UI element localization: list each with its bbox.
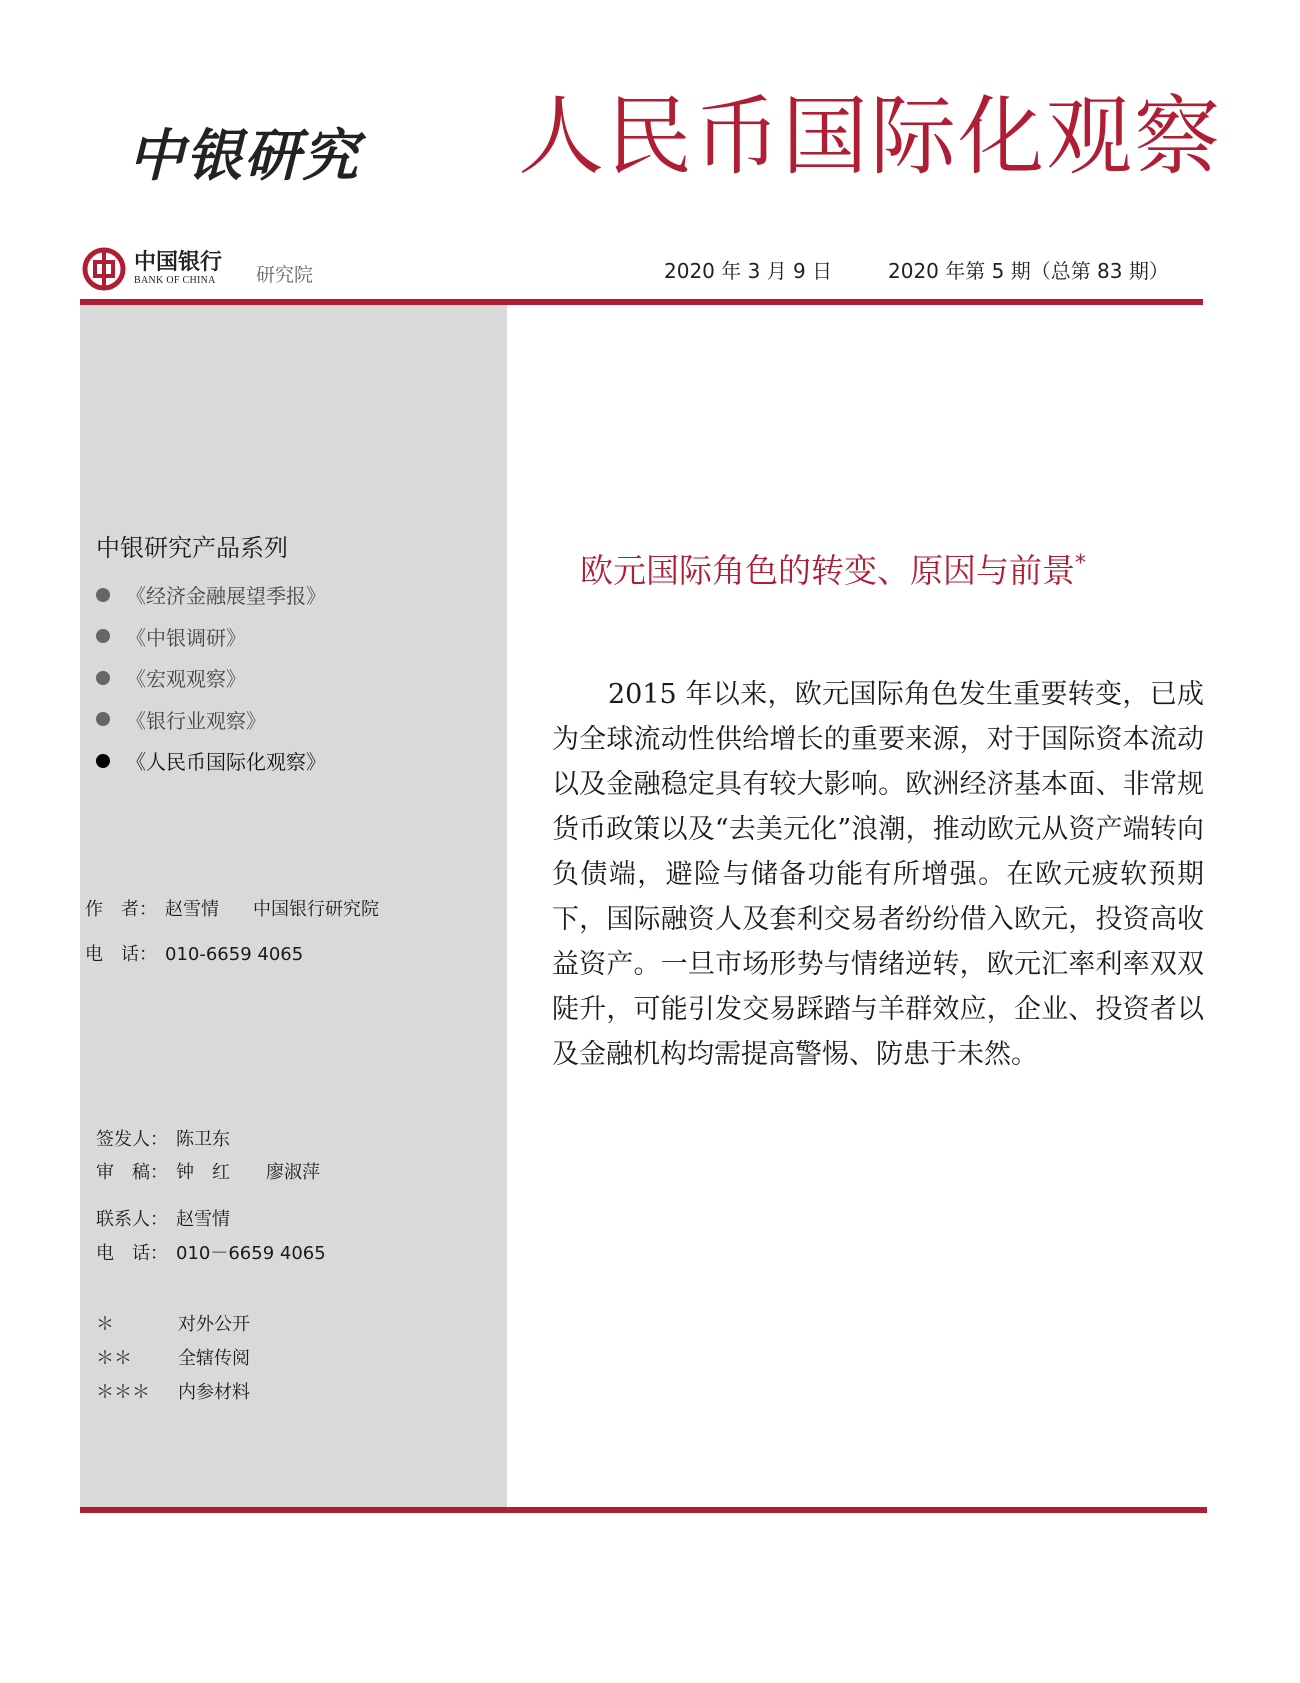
boc-emblem-icon — [82, 247, 126, 291]
series-heading: 中银研究产品系列 — [96, 534, 288, 562]
classification-label: 对外公开 — [178, 1314, 250, 1335]
classification-label: 内参材料 — [178, 1382, 250, 1403]
series-item[interactable] — [96, 657, 326, 699]
series-item-label: 《中银调研》 — [126, 625, 246, 650]
series-list — [96, 574, 326, 782]
article-abstract: 2015 年以来，欧元国际角色发生重要转变，已成为全球流动性供给增长的重要来源，对于国际资本流动以及金融稳定具有较大影响。欧洲经济基本面、非常规货币政策以及“去美元化”浪潮，推动欧元从资产端转向负债端，避险与储备功能有所增强。在欧元疲软预期下，国际融资人及套利交易者纷纷借入欧元，投资高收益资产。一旦市场形势与情绪逆转，欧元汇率利率双双陡升，可能引发交易踩踏与羊群效应，企业、投资者以及金融机构均需提高警惕、防患于未然。 — [552, 679, 1204, 1070]
article-title — [580, 545, 1086, 592]
reviewer-line — [96, 1158, 320, 1184]
classification-row — [96, 1378, 250, 1412]
bullet-icon — [96, 588, 110, 602]
institute-label: 研究院 — [256, 264, 314, 286]
article-title-text: 欧元国际角色的转变、原因与前景 — [580, 551, 1075, 590]
bottom-divider — [80, 1507, 1207, 1513]
bullet-icon — [96, 671, 110, 685]
author-phone: 010-6659 4065 — [165, 944, 304, 965]
reviewer-label: 审 稿： — [96, 1162, 168, 1183]
author-name: 赵雪情 — [165, 899, 219, 920]
classification-label: 全辖传阅 — [178, 1348, 250, 1369]
series-item-label: 《宏观观察》 — [126, 667, 246, 692]
series-item-label: 《银行业观察》 — [126, 708, 266, 733]
series-item-label: 《经济金融展望季报》 — [126, 584, 326, 609]
signer-label: 签发人： — [96, 1129, 168, 1150]
classification-legend — [96, 1310, 250, 1412]
series-item[interactable] — [96, 574, 326, 616]
footnote-mark[interactable]: * — [1075, 551, 1086, 576]
signer-line — [96, 1125, 230, 1151]
contact-name: 赵雪情 — [176, 1209, 230, 1230]
bank-name-cn: 中国银行 — [134, 249, 223, 275]
series-item-active[interactable] — [96, 740, 326, 782]
classification-symbol: ＊＊＊ — [96, 1382, 150, 1403]
bullet-icon — [96, 629, 110, 643]
author-label: 作 者： — [85, 899, 157, 920]
contact-phone-line — [96, 1239, 326, 1265]
report-title: 人民币国际化观察 — [518, 87, 1222, 187]
classification-row — [96, 1310, 250, 1344]
series-item[interactable] — [96, 616, 326, 658]
reviewer-names: 钟 红 廖淑萍 — [176, 1162, 320, 1183]
contact-label: 联系人： — [96, 1209, 168, 1230]
brand-script-logo: 中银研究 — [128, 123, 360, 189]
contact-line — [96, 1205, 230, 1231]
classification-symbol: ＊＊ — [96, 1348, 132, 1369]
signer-name: 陈卫东 — [176, 1129, 230, 1150]
classification-row — [96, 1344, 250, 1378]
bank-name-en: BANK OF CHINA — [134, 275, 216, 286]
author-line — [85, 895, 379, 921]
series-item[interactable] — [96, 699, 326, 741]
author-org: 中国银行研究院 — [253, 899, 379, 920]
series-item-label: 《人民币国际化观察》 — [126, 750, 326, 775]
contact-phone: 010－6659 4065 — [176, 1243, 326, 1264]
issue-date: 2020 年 3 月 9 日 — [664, 259, 833, 283]
contact-phone-label: 电 话： — [96, 1243, 168, 1264]
bullet-icon — [96, 712, 110, 726]
issue-number: 2020 年第 5 期（总第 83 期） — [888, 259, 1169, 283]
classification-symbol: ＊ — [96, 1314, 114, 1335]
author-phone-line — [85, 940, 303, 966]
phone-label: 电 话： — [85, 944, 157, 965]
bullet-icon — [96, 754, 110, 768]
